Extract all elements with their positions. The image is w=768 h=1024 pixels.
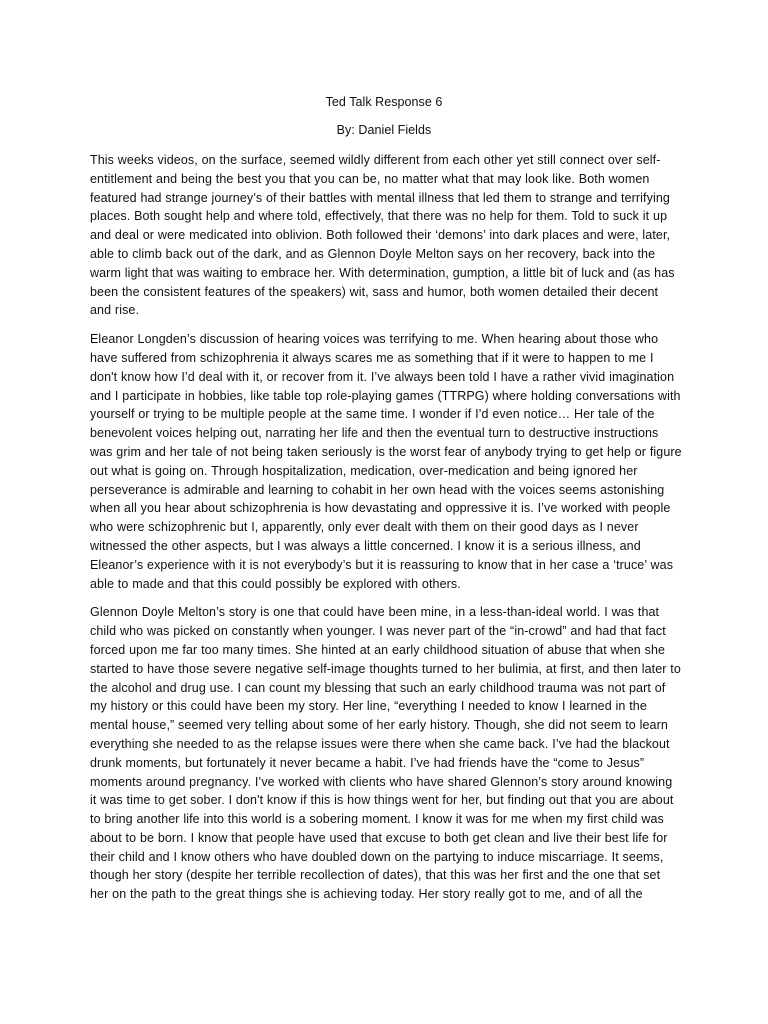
paragraph-1: This weeks videos, on the surface, seemed wildly different from each other yet still connect over self-entitlement and being the best you that you can be, no matter what that may look like. Both women featured had strange journey’s of their battles with mental illness that led them to strange and terrifying places. Both sought help and where told, effectively, that there was no help for them. Told to suck it up and deal or were medicated into oblivion. Both followed their ‘demons’ into dark places and were, later, able to climb back out of the dark, and as Glennon Doyle Melton says on her recovery, back into the warm light that was waiting to embrace her. With determination, gumption, a little bit of luck and (as has been the consistent features of the speakers) wit, sass and humor, both women detailed their decent and rise.: [90, 153, 675, 318]
paragraph-3: Glennon Doyle Melton’s story is one that could have been mine, in a less-than-ideal world. I was that child who was picked on constantly when younger. I was never part of the “in-crowd” and had that fact forced upon me far too many times. She hinted at an early childhood situation of abuse that when she started to have those severe negative self-image thoughts turned to her bulimia, at first, and then later to the alcohol and drug use. I can count my blessing that such an early childhood trauma was not part of my history or this could have been my story. Her line, “everything I needed to know I learned in the mental house,” seemed very telling about some of her early history. Though, she did not seem to learn everything she needed to as the relapse issues were there when she came back. I’ve had the blackout drunk moments, but fortunately it never became a habit. I’ve had friends have the “come to Jesus” moments around pregnancy. I’ve worked with clients who have shared Glennon’s story around knowing it was time to get sober. I don't know if this is how things went for her, but finding out that you are about to bring another life into this world is a sobering moment. I know it was for me when my first child was about to be born. I know that people have used that excuse to both get clean and live their best life for their child and I know others who have doubled down on the partying to induce miscarriage. It seems, though her story (despite her terrible recollection of dates), that this was her first and the one that set her on the path to the great things she is achieving today. Her story really got to me, and of all the: [90, 605, 681, 902]
document-body: [90, 151, 682, 914]
document-byline: By: Daniel Fields: [336, 123, 432, 137]
document-title: Ted Talk Response 6: [325, 95, 443, 109]
paragraph-2: Eleanor Longden’s discussion of hearing voices was terrifying to me. When hearing about those who have suffered from schizophrenia it always scares me as something that if it were to happen to me I don't know how I’d deal with it, or recover from it. I’ve always been told I have a rather vivid imagination and I participate in hobbies, like table top role-playing games (TTRPG) where holding conversations with yourself or trying to be multiple people at the same time. I wonder if I’d even notice… Her tale of the benevolent voices helping out, narrating her life and then the eventual turn to destructive instructions was grim and her tale of not being taken seriously is the worst fear of anybody trying to get help or figure out what is going on. Through hospitalization, medication, over-medication and being ignored her perseverance is admirable and learning to cohabit in her own head with the voices seems astonishing when all you hear about schizophrenia is how devastating and oppressive it is. I’ve worked with people who were schizophrenic but I, apparently, only ever dealt with them on their good days as I never witnessed the other aspects, but I was always a little concerned. I know it is a serious illness, and Eleanor’s experience with it is not everybody’s but it is reassuring to know that in her case a ‘truce’ was able to made and that this could possibly be explored with others.: [90, 332, 682, 591]
